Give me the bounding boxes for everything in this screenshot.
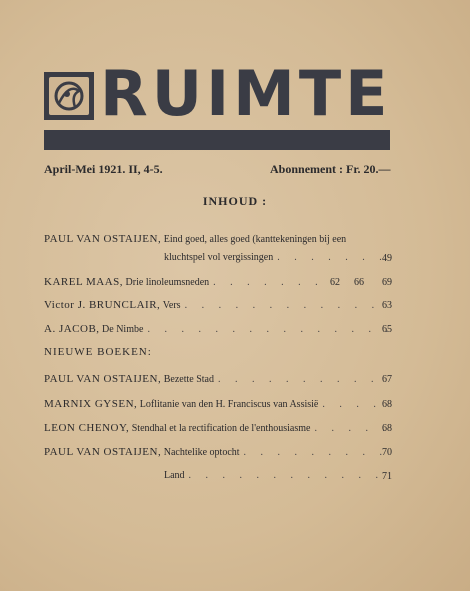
entry-page: 66 [354,277,364,288]
subscription-price: Abonnement : Fr. 20.— [270,162,391,176]
entry-title: Loflitanie van den H. Franciscus van Assisië [139,399,319,410]
entry-title: Nachtelike optocht [163,447,240,458]
masthead-bar [44,130,390,150]
entry-title: kluchtspel vol vergissingen [164,252,274,263]
issue-date: April-Mei 1921. II, 4-5. [44,162,163,176]
entry-page: 70 [382,447,392,458]
masthead-title: RUIMTE [100,57,392,130]
book-entry [164,469,392,483]
dot-leader [189,469,388,483]
entry-title: Vers [162,300,181,311]
entry-title: Bezette Stad [163,374,214,385]
entry-author: A. JACOB, [44,323,100,335]
entry-title: De Nimbe [102,324,144,335]
section-heading: NIEUWE BOEKEN: [44,346,152,358]
entry-page: 67 [382,374,392,385]
entry-author: PAUL VAN OSTAIJEN, [44,373,162,385]
entry-page: 68 [382,423,392,434]
entry-author: MARNIX GYSEN, [44,398,138,410]
entry-title: Land [164,470,185,481]
entry-page: 68 [382,399,392,410]
contents-entry [44,322,392,337]
contents-entry-continued [164,251,392,265]
entry-page: 69 [382,277,392,288]
contents-heading: INHOUD : [202,194,268,208]
book-entry [44,372,392,387]
book-entry [44,397,392,412]
entry-author: KAREL MAAS, [44,276,124,288]
entry-author: PAUL VAN OSTAIJEN, [44,233,162,245]
contents-entry [44,275,330,290]
entry-title: Stendhal et la rectification de l'enthousiasme [131,423,311,434]
contents-entry [44,298,392,313]
entry-author: Victor J. BRUNCLAIR, [44,299,161,311]
dot-leader [185,299,388,313]
entry-title: Drie linoleumsneden [125,277,210,288]
entry-page: 62 [330,277,340,288]
entry-page: 63 [382,300,392,311]
masthead-logo [44,72,94,120]
entry-page: 49 [382,253,392,264]
entry-page: 71 [382,471,392,482]
entry-page: 65 [382,324,392,335]
entry-author: LEON CHENOY, [44,422,130,434]
contents-entry [44,232,392,247]
book-entry [44,445,392,460]
book-entry [44,421,392,436]
emblem-icon [49,77,89,115]
entry-title: Eind goed, alles goed (kanttekeningen bij een [163,234,347,245]
dot-leader [147,323,388,337]
entry-author: PAUL VAN OSTAIJEN, [44,446,162,458]
